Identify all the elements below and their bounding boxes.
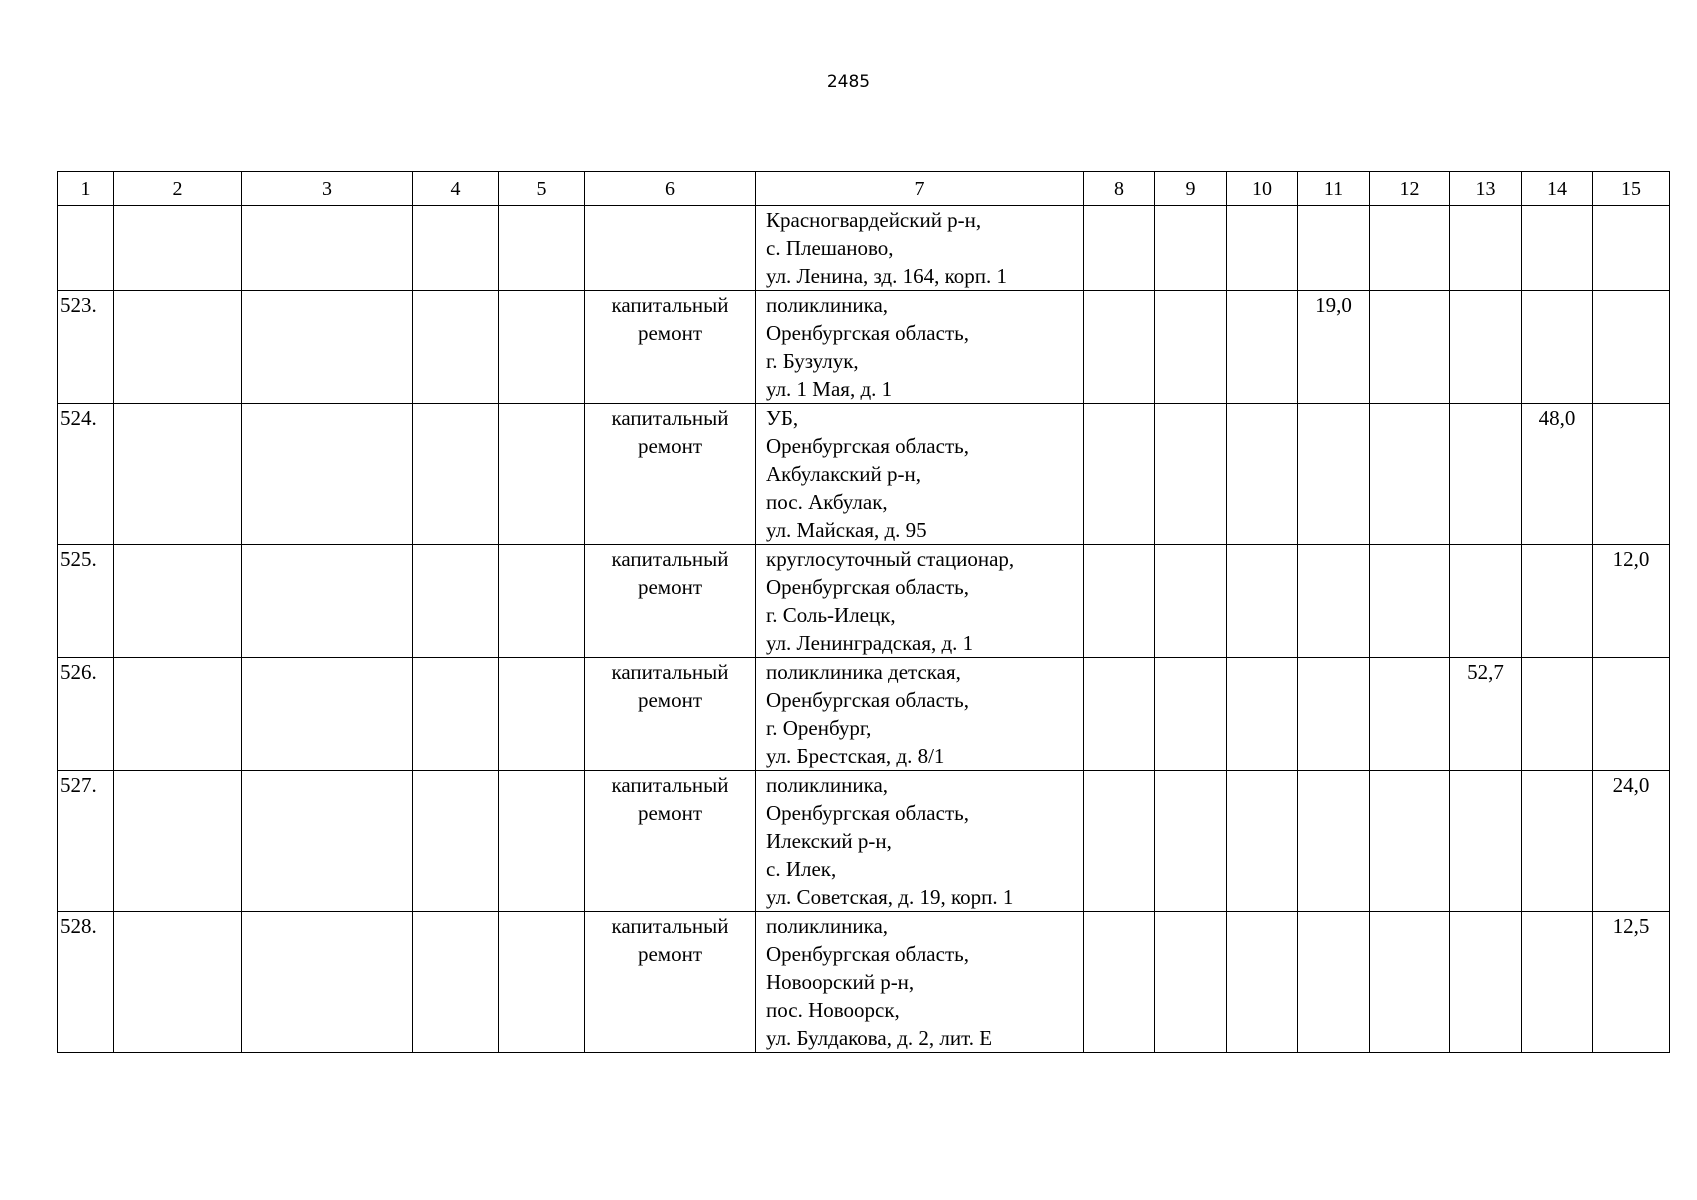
table-cell — [1370, 206, 1450, 291]
table-cell — [1084, 291, 1155, 404]
cell-text: поликлиника, Оренбургская область, Илекский р-н, с. Илек, ул. Советская, д. 19, корп. 1 — [766, 773, 1014, 909]
cell-text: 525. — [60, 547, 97, 571]
table-cell — [1298, 404, 1370, 545]
table-cell — [413, 912, 499, 1053]
table-cell — [756, 291, 1084, 404]
data-table — [57, 171, 1670, 1053]
table-cell — [756, 404, 1084, 545]
table-cell — [1227, 206, 1298, 291]
table-body — [58, 206, 1670, 1053]
table-cell — [242, 658, 413, 771]
table-cell — [1450, 658, 1522, 771]
column-header: 5 — [499, 172, 585, 206]
column-header: 13 — [1450, 172, 1522, 206]
table-cell — [1227, 545, 1298, 658]
table-cell — [1450, 291, 1522, 404]
table-row — [58, 545, 1670, 658]
column-header: 15 — [1593, 172, 1670, 206]
table-cell — [242, 771, 413, 912]
table-cell — [756, 545, 1084, 658]
table-cell — [756, 658, 1084, 771]
table-cell — [1084, 771, 1155, 912]
table-cell — [1370, 912, 1450, 1053]
table-cell — [585, 206, 756, 291]
table-cell — [1227, 291, 1298, 404]
table-cell — [499, 291, 585, 404]
table-row — [58, 912, 1670, 1053]
cell-text: поликлиника детская, Оренбургская область, г. Оренбург, ул. Брестская, д. 8/1 — [766, 660, 969, 768]
table-row — [58, 404, 1670, 545]
table-cell — [114, 206, 242, 291]
cell-text: капитальный ремонт — [611, 773, 729, 825]
table-cell — [1084, 545, 1155, 658]
column-header: 4 — [413, 172, 499, 206]
table-cell — [499, 912, 585, 1053]
cell-text: 526. — [60, 660, 97, 684]
table-cell — [413, 291, 499, 404]
cell-text: 52,7 — [1467, 660, 1504, 684]
table-cell — [242, 206, 413, 291]
table-cell — [1522, 291, 1593, 404]
table-cell — [242, 912, 413, 1053]
table-cell — [1450, 912, 1522, 1053]
table-cell — [1370, 545, 1450, 658]
table-cell — [585, 658, 756, 771]
cell-text: капитальный ремонт — [611, 914, 729, 966]
cell-text: 12,5 — [1612, 914, 1650, 938]
table-cell — [242, 291, 413, 404]
table-cell — [1084, 404, 1155, 545]
cell-text: 524. — [60, 406, 97, 430]
column-header: 12 — [1370, 172, 1450, 206]
cell-text: поликлиника, Оренбургская область, Новоорский р-н, пос. Новоорск, ул. Булдакова, д. 2, лит. Е — [766, 914, 993, 1050]
column-header: 14 — [1522, 172, 1593, 206]
table-cell — [1155, 658, 1227, 771]
table-cell — [1155, 206, 1227, 291]
page-number: 2485 — [826, 72, 871, 92]
table-cell — [585, 912, 756, 1053]
table-cell — [1450, 545, 1522, 658]
table-cell — [1593, 771, 1670, 912]
table-cell — [413, 206, 499, 291]
table-cell — [756, 912, 1084, 1053]
table-cell — [1298, 658, 1370, 771]
table-row — [58, 206, 1670, 291]
column-header: 11 — [1298, 172, 1370, 206]
table-cell — [1298, 206, 1370, 291]
table-cell — [1522, 658, 1593, 771]
table-cell — [58, 291, 114, 404]
cell-text: поликлиника, Оренбургская область, г. Бузулук, ул. 1 Мая, д. 1 — [766, 293, 969, 401]
table-cell — [1522, 771, 1593, 912]
table-cell — [1155, 404, 1227, 545]
table-cell — [585, 291, 756, 404]
table-cell — [413, 404, 499, 545]
table-cell — [1593, 912, 1670, 1053]
table-cell — [58, 912, 114, 1053]
table-cell — [1155, 545, 1227, 658]
cell-text: 48,0 — [1538, 406, 1576, 430]
table-cell — [1522, 404, 1593, 545]
table-cell — [1084, 658, 1155, 771]
table-cell — [114, 545, 242, 658]
table-cell — [585, 771, 756, 912]
table-cell — [499, 658, 585, 771]
cell-text: 19,0 — [1315, 293, 1352, 317]
table-cell — [242, 545, 413, 658]
cell-text: 24,0 — [1612, 773, 1650, 797]
header-row — [58, 172, 1670, 206]
table-row — [58, 658, 1670, 771]
table-cell — [1227, 658, 1298, 771]
table-cell — [1522, 912, 1593, 1053]
column-header: 1 — [58, 172, 114, 206]
table-cell — [114, 291, 242, 404]
table-cell — [1593, 206, 1670, 291]
table-row — [58, 291, 1670, 404]
table-cell — [1450, 771, 1522, 912]
cell-text: 527. — [60, 773, 97, 797]
table-cell — [499, 771, 585, 912]
table-cell — [1298, 912, 1370, 1053]
table-cell — [1593, 404, 1670, 545]
table-cell — [58, 206, 114, 291]
table-cell — [413, 658, 499, 771]
table-row — [58, 771, 1670, 912]
table-cell — [58, 404, 114, 545]
column-header: 10 — [1227, 172, 1298, 206]
cell-text: капитальный ремонт — [611, 406, 729, 458]
table-cell — [585, 545, 756, 658]
table-cell — [1298, 545, 1370, 658]
table-cell — [499, 206, 585, 291]
table-cell — [1084, 912, 1155, 1053]
table-cell — [58, 545, 114, 658]
table-cell — [1370, 291, 1450, 404]
table-cell — [1227, 912, 1298, 1053]
table-cell — [58, 658, 114, 771]
column-header: 9 — [1155, 172, 1227, 206]
table-cell — [1593, 545, 1670, 658]
table-cell — [1155, 291, 1227, 404]
table-cell — [1298, 771, 1370, 912]
table-cell — [1155, 771, 1227, 912]
cell-text: капитальный ремонт — [611, 547, 729, 599]
table-cell — [1522, 545, 1593, 658]
table-cell — [1450, 206, 1522, 291]
cell-text: капитальный ремонт — [611, 660, 729, 712]
table-cell — [1593, 291, 1670, 404]
column-header: 7 — [756, 172, 1084, 206]
cell-text: 528. — [60, 914, 97, 938]
cell-text: 12,0 — [1612, 547, 1650, 571]
table-cell — [1298, 291, 1370, 404]
table-cell — [1084, 206, 1155, 291]
table-cell — [1370, 771, 1450, 912]
table-cell — [1450, 404, 1522, 545]
table-cell — [114, 912, 242, 1053]
column-header: 8 — [1084, 172, 1155, 206]
table-cell — [413, 545, 499, 658]
table-cell — [1155, 912, 1227, 1053]
table-cell — [1593, 658, 1670, 771]
table-cell — [114, 658, 242, 771]
table-cell — [58, 771, 114, 912]
table-cell — [114, 771, 242, 912]
table-cell — [756, 206, 1084, 291]
table-cell — [1522, 206, 1593, 291]
cell-text: 523. — [60, 293, 97, 317]
table-cell — [413, 771, 499, 912]
table-cell — [1370, 404, 1450, 545]
column-header: 6 — [585, 172, 756, 206]
cell-text: Красногвардейский р-н, с. Плешаново, ул. Ленина, зд. 164, корп. 1 — [766, 208, 1007, 288]
column-header: 3 — [242, 172, 413, 206]
cell-text: капитальный ремонт — [611, 293, 729, 345]
cell-text: круглосуточный стационар, Оренбургская область, г. Соль-Илецк, ул. Ленинградская, д. 1 — [766, 547, 1015, 655]
table-cell — [499, 545, 585, 658]
table-cell — [242, 404, 413, 545]
cell-text: УБ, Оренбургская область, Акбулакский р-н, пос. Акбулак, ул. Майская, д. 95 — [766, 406, 969, 542]
table-cell — [114, 404, 242, 545]
table-cell — [585, 404, 756, 545]
table-cell — [1370, 658, 1450, 771]
table-cell — [1227, 404, 1298, 545]
table-cell — [1227, 771, 1298, 912]
table-cell — [499, 404, 585, 545]
column-header: 2 — [114, 172, 242, 206]
table-cell — [756, 771, 1084, 912]
